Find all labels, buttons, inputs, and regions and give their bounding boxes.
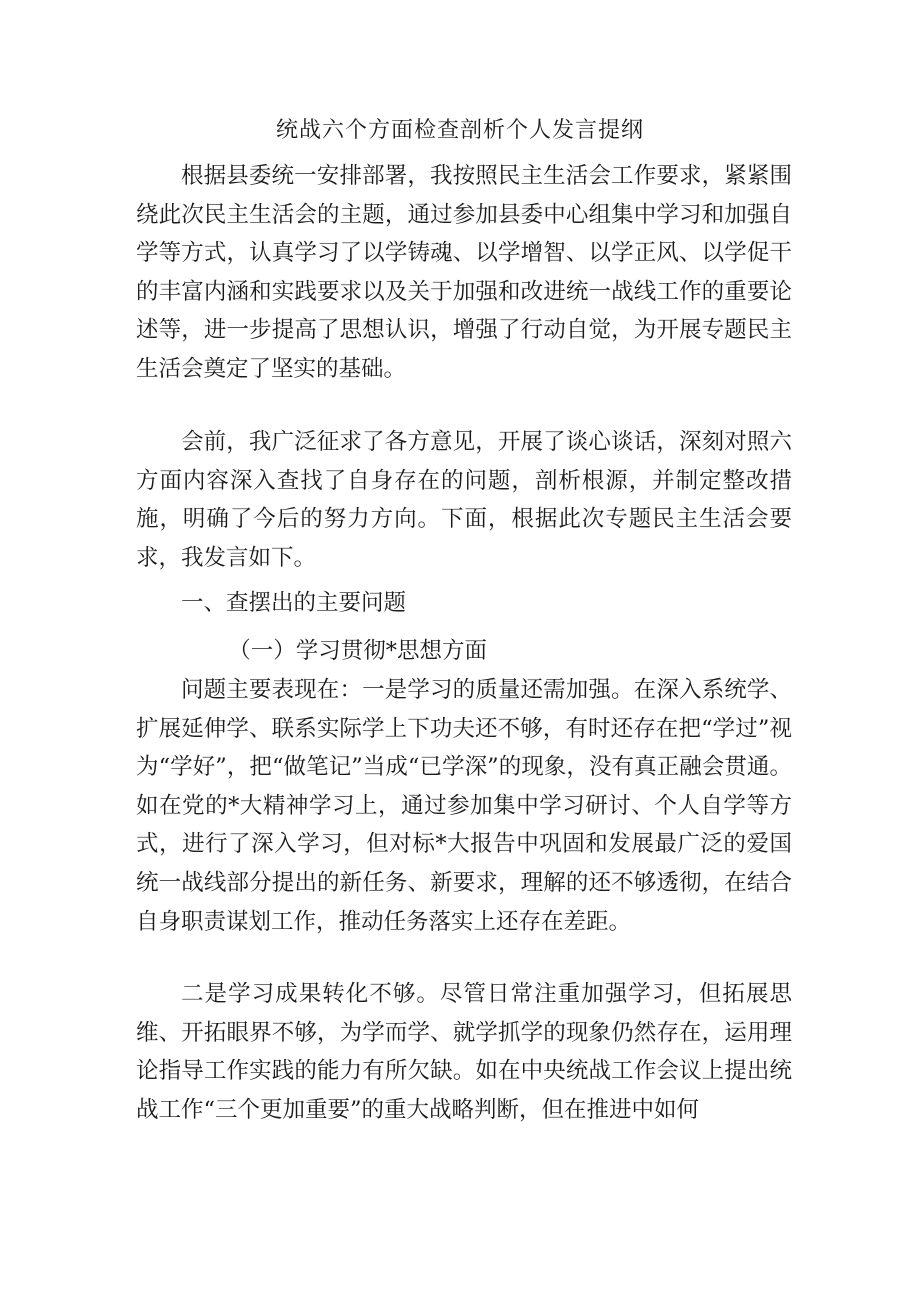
intro-paragraph: 根据县委统一安排部署，我按照民主生活会工作要求，紧紧围绕此次民主生活会的主题，通过参加县委中心组集中学习和加强自学等方式，认真学习了以学铸魂、以学增智、以学正风、以学促干的丰富内涵和实践要求以及关于加强和改进统一战线工作的重要论述等，进一步提高了思想认识，增强了行动自觉，为开展专题民主生活会奠定了坚实的基础。 bbox=[136, 163, 792, 382]
section-heading: 一、查摆出的主要问题 bbox=[181, 590, 407, 616]
document-title: 统战六个方面检查剖析个人发言提纲 bbox=[275, 118, 644, 143]
problem-paragraph-2: 二是学习成果转化不够。尽管日常注重加强学习，但拓展思维、开拓眼界不够，为学而学、就学抓学的现象仍然存在，运用理论指导工作实践的能力有所欠缺。如在中央统战工作会议上提出统战工作“三个更加重要”的重大战略判断，但在推进中如何 bbox=[136, 981, 792, 1123]
pre-meeting-paragraph: 会前，我广泛征求了各方意见，开展了谈心谈话，深刻对照六方面内容深入查找了自身存在的问题，剖析根源，并制定整改措施，明确了今后的努力方向。下面，根据此次专题民主生活会要求，我发言如下。 bbox=[136, 429, 792, 571]
subsection-heading: （一）学习贯彻*思想方面 bbox=[228, 638, 488, 664]
problem-paragraph-1: 问题主要表现在：一是学习的质量还需加强。在深入系统学、扩展延伸学、联系实际学上下功夫还不够，有时还存在把“学过”视为“学好”，把“做笔记”当成“已学深”的现象，没有真正融会贯通。如在党的*大精神学习上，通过参加集中学习研讨、个人自学等方式，进行了深入学习，但对标*大报告中巩固和发展最广泛的爱国统一战线部分提出的新任务、新要求，理解的还不够透彻，在结合自身职责谋划工作，推动任务落实上还存在差距。 bbox=[136, 677, 792, 935]
